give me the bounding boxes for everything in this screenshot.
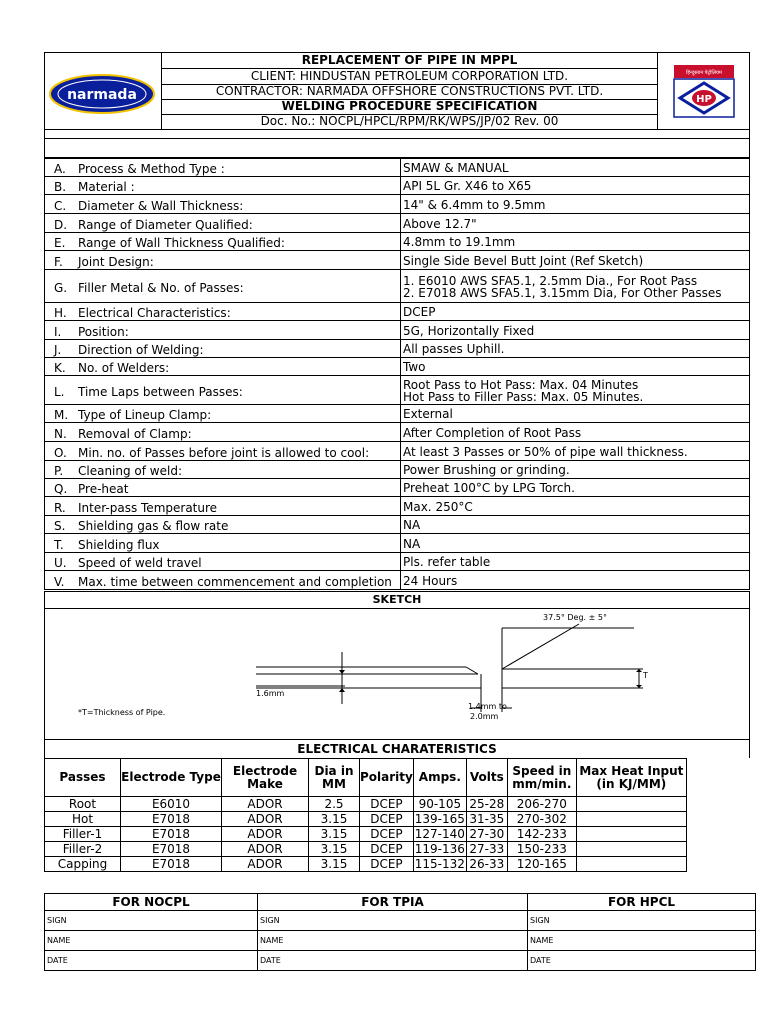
spec-value-line: SMAW & MANUAL — [403, 161, 509, 175]
table-cell: ADOR — [222, 827, 309, 842]
spec-divider — [400, 251, 401, 270]
spec-divider — [400, 405, 401, 423]
table-row — [45, 857, 687, 872]
spec-value — [403, 325, 534, 337]
table-cell: 26-33 — [466, 857, 507, 872]
table-cell: 90-105 — [413, 797, 466, 812]
hp-logo — [657, 53, 750, 129]
spec-row — [45, 460, 749, 479]
spec-letter: C. — [54, 198, 67, 213]
spec-value-line: NA — [403, 518, 421, 532]
spec-letter: N. — [54, 426, 67, 441]
spec-divider — [400, 233, 401, 251]
spec-row — [45, 250, 749, 270]
spec-divider — [400, 423, 401, 442]
spec-letter: T. — [54, 537, 64, 552]
electrical-header-cell: Passes — [45, 759, 121, 797]
table-cell: 31-35 — [466, 812, 507, 827]
table-cell: E7018 — [121, 812, 222, 827]
signoff-field: DATE — [258, 951, 528, 971]
spec-value-line: Root Pass to Hot Pass: Max. 04 Minutes — [403, 377, 639, 392]
spec-divider — [400, 553, 401, 571]
spec-value-line: Power Brushing or grinding. — [403, 463, 570, 477]
spec-divider — [400, 442, 401, 461]
root-face-label: 1.6mm — [256, 689, 285, 698]
spec-row — [45, 176, 749, 195]
blank-row-1 — [44, 129, 750, 139]
table-cell: 3.15 — [309, 842, 360, 857]
spec-row — [45, 194, 749, 214]
spec-divider — [400, 479, 401, 497]
spec-value-line: All passes Uphill. — [403, 342, 505, 356]
spec-label: Joint Design: — [78, 254, 154, 269]
spec-value — [403, 218, 477, 230]
table-cell: DCEP — [360, 857, 414, 872]
spec-divider — [400, 214, 401, 233]
spec-letter: K. — [54, 361, 66, 375]
spec-value-line: Two — [403, 360, 426, 374]
spec-value — [403, 162, 509, 174]
spec-label: Cleaning of weld: — [78, 464, 182, 478]
spec-value — [403, 361, 426, 373]
spec-divider — [400, 159, 401, 177]
narmada-logo — [45, 53, 162, 129]
spec-divider — [400, 195, 401, 214]
spec-row — [45, 213, 749, 233]
bevel-angle-label: 37.5° Deg. ± 5° — [543, 613, 607, 622]
blank-row-2 — [44, 139, 750, 158]
spec-row — [45, 339, 749, 358]
table-cell: Filler-1 — [45, 827, 121, 842]
electrical-header-cell: Electrode Make — [222, 759, 309, 797]
spec-value — [403, 236, 515, 248]
electrical-header-cell: Speed in mm/min. — [507, 759, 576, 797]
table-cell: E7018 — [121, 842, 222, 857]
table-cell: ADOR — [222, 842, 309, 857]
spec-value — [403, 427, 581, 439]
spec-value — [403, 343, 504, 355]
root-gap-label-2: 2.0mm — [470, 712, 499, 721]
signoff-field: DATE — [528, 951, 756, 971]
table-cell: DCEP — [360, 797, 414, 812]
table-cell: Root — [45, 797, 121, 812]
sketch-title: SKETCH — [44, 591, 750, 609]
spec-row — [45, 478, 749, 497]
spec-label: Electrical Characteristics: — [78, 306, 231, 320]
table-cell — [576, 827, 686, 842]
signoff-field: SIGN — [45, 911, 258, 931]
spec-divider — [400, 497, 401, 516]
spec-label: Material : — [78, 180, 135, 194]
spec-divider — [400, 340, 401, 358]
spec-letter: H. — [54, 306, 67, 320]
spec-letter: L. — [54, 384, 65, 399]
spec-divider — [400, 516, 401, 534]
hp-logo-text: HP — [696, 94, 712, 105]
table-cell: 27-33 — [466, 842, 507, 857]
spec-divider — [400, 177, 401, 195]
signoff-column-header: FOR TPIA — [258, 894, 528, 911]
signoff-row — [45, 951, 756, 971]
spec-label: Range of Wall Thickness Qualified: — [78, 236, 285, 250]
spec-value-line: Preheat 100°C by LPG Torch. — [403, 481, 575, 495]
spec-letter: F. — [54, 254, 63, 269]
table-cell: DCEP — [360, 842, 414, 857]
spec-divider — [400, 571, 401, 590]
spec-value-line: After Completion of Root Pass — [403, 425, 582, 440]
spec-value-line: 24 Hours — [403, 573, 458, 588]
table-cell: 127-140 — [414, 827, 465, 841]
spec-letter: I. — [54, 324, 62, 339]
signoff-column-header: FOR HPCL — [528, 894, 756, 911]
table-cell: 2.5 — [309, 797, 360, 812]
table-cell — [576, 812, 686, 827]
table-cell: E7018 — [121, 857, 222, 872]
spec-label: Speed of weld travel — [78, 556, 202, 570]
spec-value-line: API 5L Gr. X46 to X65 — [403, 179, 532, 193]
spec-letter: A. — [54, 162, 66, 176]
table-cell: 120-165 — [507, 857, 576, 872]
spec-row — [45, 302, 749, 321]
spec-value-line: 2. E7018 AWS SFA5.1, 3.15mm Dia, For Other Passes — [403, 285, 722, 300]
spec-value-line: At least 3 Passes or 50% of pipe wall thickness. — [403, 444, 688, 459]
spec-row — [45, 375, 749, 405]
spec-row — [45, 570, 749, 590]
spec-value — [403, 255, 643, 267]
contractor-line: CONTRACTOR: NARMADA OFFSHORE CONSTRUCTIONS PVT. LTD. — [162, 84, 657, 100]
spec-value-line: Single Side Bevel Butt Joint (Ref Sketch) — [403, 253, 644, 268]
doc-number: Doc. No.: NOCPL/HPCL/RPM/RK/WPS/JP/02 Rev. 00 — [260, 114, 559, 128]
spec-letter: O. — [54, 445, 67, 460]
table-cell: ADOR — [222, 797, 309, 812]
table-cell: E6010 — [121, 797, 222, 812]
signoff-column-header: FOR NOCPL — [45, 894, 258, 911]
electrical-header-cell: Volts — [466, 759, 507, 797]
table-cell: Capping — [45, 857, 121, 872]
table-cell: 139-165 — [414, 812, 465, 826]
spec-label: Diameter & Wall Thickness: — [78, 198, 244, 213]
spec-label: Time Laps between Passes: — [78, 384, 243, 399]
signoff-header-row — [45, 894, 756, 911]
spec-value — [403, 379, 643, 403]
spec-label: Direction of Welding: — [78, 343, 204, 357]
spec-value — [403, 446, 688, 458]
table-cell: Hot — [45, 812, 121, 827]
spec-value — [403, 275, 722, 299]
spec-value — [403, 180, 531, 192]
signoff-field: SIGN — [258, 911, 528, 931]
spec-label: Removal of Clamp: — [78, 426, 192, 441]
signoff-field: SIGN — [528, 911, 756, 931]
spec-label: Position: — [78, 324, 129, 339]
spec-value-line: Pls. refer table — [403, 555, 491, 569]
document-title: REPLACEMENT OF PIPE IN MPPL — [162, 53, 657, 69]
spec-row — [45, 357, 749, 376]
signoff-field: DATE — [45, 951, 258, 971]
spec-label: Process & Method Type : — [78, 162, 225, 176]
table-row — [45, 842, 687, 857]
spec-divider — [400, 270, 401, 303]
signoff-row — [45, 931, 756, 951]
spec-value-line: DCEP — [403, 305, 436, 319]
spec-value — [403, 482, 575, 494]
spec-row — [45, 232, 749, 251]
spec-value — [403, 464, 570, 476]
spec-value-line: 5G, Horizontally Fixed — [403, 323, 535, 338]
spec-letter: M. — [54, 408, 69, 422]
table-cell: 3.15 — [309, 827, 360, 842]
spec-value-line: Max. 250°C — [403, 499, 473, 514]
spec-value-line: Above 12.7" — [403, 216, 477, 231]
root-gap-label-1: 1.4mm to — [468, 702, 507, 711]
table-cell — [576, 842, 686, 857]
spec-divider — [400, 321, 401, 340]
spec-value — [403, 556, 490, 568]
table-cell: 150-233 — [507, 842, 576, 857]
spec-letter: G. — [54, 280, 68, 295]
electrical-header-cell: Amps. — [413, 759, 466, 797]
spec-letter: E. — [54, 236, 66, 250]
electrical-header-cell: Polarity — [360, 759, 414, 797]
table-cell: DCEP — [360, 827, 414, 842]
table-cell: 206-270 — [507, 797, 576, 812]
spec-letter: J. — [54, 343, 62, 357]
spec-label: No. of Welders: — [78, 361, 170, 375]
spec-value-line: 1. E6010 AWS SFA5.1, 2.5mm Dia., For Root Pass — [403, 273, 698, 288]
hp-logo-tagline: हिन्दुस्तान पेट्रोलियम — [686, 70, 722, 76]
spec-letter: D. — [54, 217, 68, 232]
table-cell: 3.15 — [309, 857, 360, 872]
table-cell: Filler-2 — [45, 842, 121, 857]
spec-divider — [400, 303, 401, 321]
electrical-table — [44, 758, 687, 872]
table-cell: 3.15 — [309, 812, 360, 827]
table-cell: 119-136 — [414, 842, 465, 856]
spec-letter: V. — [54, 574, 65, 589]
table-row — [45, 812, 687, 827]
signoff-field: NAME — [258, 931, 528, 951]
electrical-header-row — [45, 759, 687, 797]
spec-value — [403, 538, 420, 550]
header-text-block — [162, 53, 657, 129]
table-cell: DCEP — [360, 812, 414, 827]
spec-value-line: 14" & 6.4mm to 9.5mm — [403, 197, 546, 212]
spec-row — [45, 320, 749, 340]
spec-row — [45, 496, 749, 516]
signoff-table — [44, 893, 756, 971]
narmada-logo-text: narmada — [67, 87, 137, 103]
electrical-title: ELECTRICAL CHARATERISTICS — [44, 740, 750, 758]
signoff-field: NAME — [528, 931, 756, 951]
spec-divider — [400, 461, 401, 479]
table-cell — [576, 797, 686, 812]
spec-label: Shielding gas & flow rate — [78, 519, 229, 533]
spec-row — [45, 441, 749, 461]
electrical-header-cell: Dia in MM — [309, 759, 360, 797]
signoff-field: NAME — [45, 931, 258, 951]
spec-divider — [400, 358, 401, 376]
client-line: CLIENT: HINDUSTAN PETROLEUM CORPORATION LTD. — [162, 69, 657, 85]
table-cell: 115-132 — [414, 857, 465, 871]
table-cell: 142-233 — [507, 827, 576, 842]
spec-row — [45, 552, 749, 571]
table-cell: 270-302 — [507, 812, 576, 827]
spec-label: Type of Lineup Clamp: — [78, 408, 212, 422]
table-cell: 25-28 — [466, 797, 507, 812]
joint-sketch — [44, 608, 750, 740]
spec-row — [45, 158, 749, 177]
spec-row — [45, 269, 749, 303]
table-cell: ADOR — [222, 857, 309, 872]
spec-value-line: 4.8mm to 19.1mm — [403, 235, 516, 249]
spec-table — [44, 158, 750, 590]
spec-value-line: Hot Pass to Filler Pass: Max. 05 Minutes. — [403, 389, 644, 404]
spec-row — [45, 422, 749, 442]
spec-value — [403, 306, 435, 318]
spec-divider — [400, 534, 401, 553]
spec-label: Filler Metal & No. of Passes: — [78, 280, 244, 295]
spec-value — [403, 199, 545, 211]
spec-value-line: External — [403, 407, 453, 421]
electrical-header-cell: Max Heat Input (in KJ/MM) — [576, 759, 686, 797]
doc-type: WELDING PROCEDURE SPECIFICATION — [162, 99, 657, 115]
spec-value-line: NA — [403, 536, 421, 551]
spec-row — [45, 533, 749, 553]
document-header — [44, 52, 750, 130]
spec-value — [403, 501, 473, 513]
spec-value — [403, 408, 453, 420]
spec-label: Max. time between commencement and completion — [78, 574, 392, 589]
spec-label: Shielding flux — [78, 537, 160, 552]
spec-letter: R. — [54, 500, 66, 515]
spec-value — [403, 575, 457, 587]
table-cell: E7018 — [121, 827, 222, 842]
spec-value — [403, 519, 420, 531]
signoff-row — [45, 911, 756, 931]
spec-letter: U. — [54, 556, 67, 570]
spec-label: Pre-heat — [78, 482, 129, 496]
table-row — [45, 827, 687, 842]
spec-letter: P. — [54, 464, 64, 478]
spec-letter: S. — [54, 519, 66, 533]
spec-letter: Q. — [54, 482, 68, 496]
table-cell: 27-30 — [466, 827, 507, 842]
thickness-note: *T=Thickness of Pipe. — [78, 708, 166, 717]
table-row — [45, 797, 687, 812]
thickness-label: T — [643, 671, 648, 680]
spec-row — [45, 404, 749, 423]
spec-label: Min. no. of Passes before joint is allowed to cool: — [78, 445, 370, 460]
table-cell — [576, 857, 686, 872]
spec-label: Range of Diameter Qualified: — [78, 217, 253, 232]
table-cell: ADOR — [222, 812, 309, 827]
spec-row — [45, 515, 749, 534]
spec-label: Inter-pass Temperature — [78, 500, 218, 515]
spec-letter: B. — [54, 180, 67, 194]
electrical-header-cell: Electrode Type — [121, 759, 222, 797]
spec-divider — [400, 376, 401, 405]
